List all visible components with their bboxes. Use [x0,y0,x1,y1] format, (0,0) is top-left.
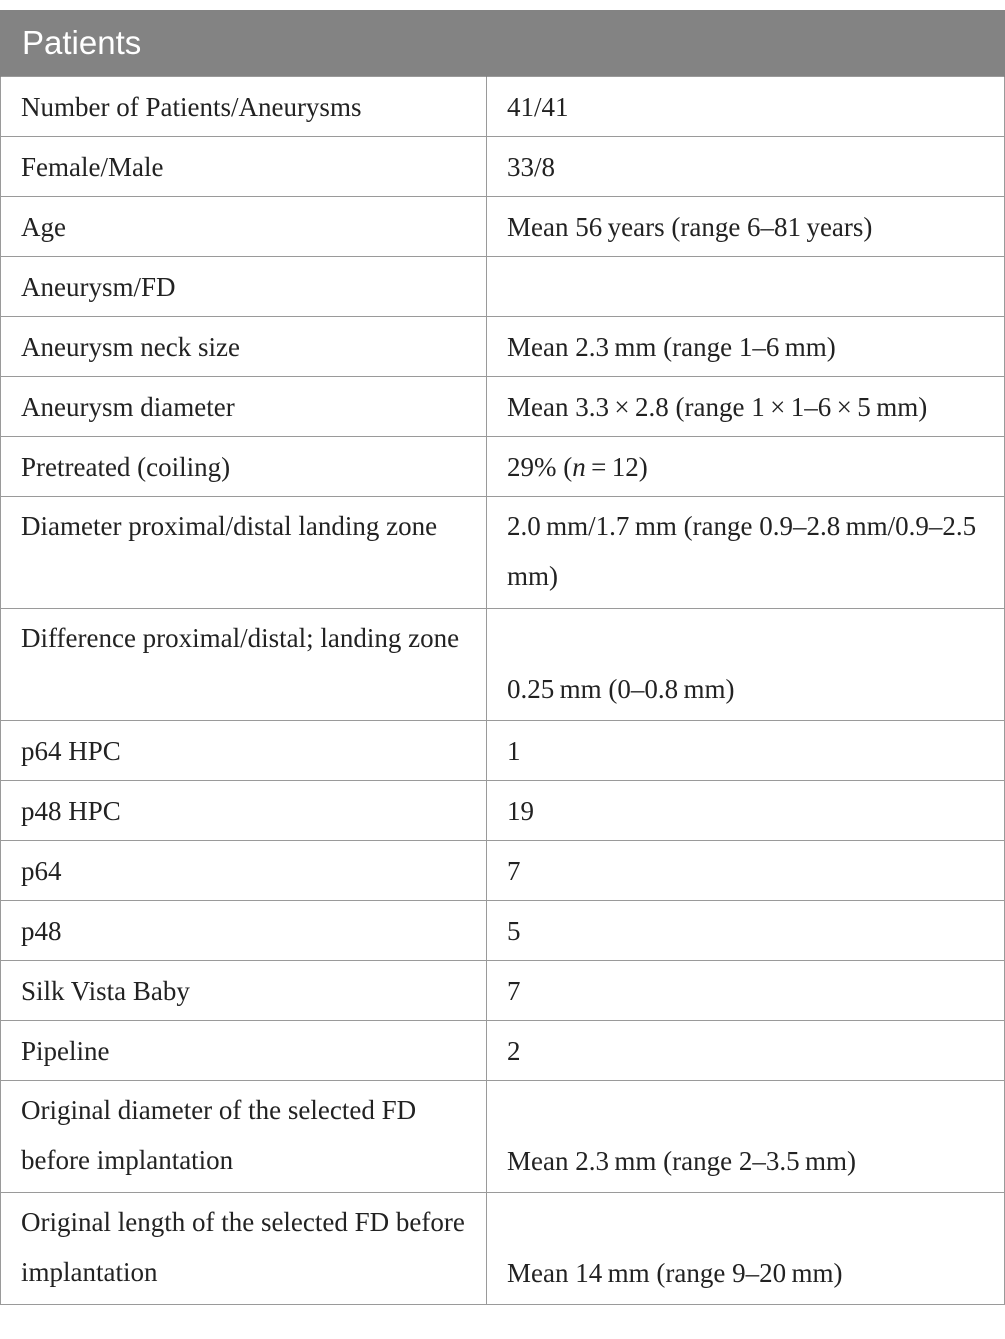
row-label: Silk Vista Baby [1,961,487,1021]
row-label: p48 HPC [1,781,487,841]
row-label: p64 [1,841,487,901]
table-row [1,901,1005,961]
row-label: Diameter proximal/distal landing zone [1,497,487,609]
table-row [1,781,1005,841]
row-label: Pipeline [1,1021,487,1081]
value-suffix: = 12) [585,451,648,482]
value-italic-n: n [572,451,586,482]
row-value: 2 [487,1021,1005,1081]
table-row [1,1193,1005,1305]
row-label: Aneurysm neck size [1,317,487,377]
patient-characteristics-table [0,10,1005,1305]
row-label: p64 HPC [1,721,487,781]
table-row [1,377,1005,437]
table-row [1,961,1005,1021]
table-row [1,721,1005,781]
row-value [487,437,1005,497]
row-label: Female/Male [1,137,487,197]
table-body [1,77,1005,1305]
row-value: 0.25 mm (0–0.8 mm) [487,609,1005,721]
row-value: Mean 2.3 mm (range 2–3.5 mm) [487,1081,1005,1193]
row-label: Pretreated (coiling) [1,437,487,497]
row-label: Number of Patients/Aneurysms [1,77,487,137]
row-value: 41/41 [487,77,1005,137]
row-value [487,257,1005,317]
row-label: p48 [1,901,487,961]
row-label: Difference proximal/distal; landing zone [1,609,487,721]
table-row [1,77,1005,137]
row-value: Mean 3.3 × 2.8 (range 1 × 1–6 × 5 mm) [487,377,1005,437]
row-label: Original diameter of the selected FD before implantation [1,1081,487,1193]
table-row [1,609,1005,721]
table-header [1,10,1005,77]
row-value: 7 [487,961,1005,1021]
table-row [1,317,1005,377]
table-row [1,197,1005,257]
row-value: Mean 2.3 mm (range 1–6 mm) [487,317,1005,377]
table-row [1,1021,1005,1081]
table-row [1,1081,1005,1193]
row-value: 2.0 mm/1.7 mm (range 0.9–2.8 mm/0.9–2.5 mm) [487,497,1005,609]
row-value: 33/8 [487,137,1005,197]
table-row [1,257,1005,317]
row-value: Mean 56 years (range 6–81 years) [487,197,1005,257]
table-row [1,437,1005,497]
row-label: Original length of the selected FD before implantation [1,1193,487,1305]
row-value: 7 [487,841,1005,901]
header-row [1,10,1005,77]
value-prefix: 29% ( [507,451,573,482]
table-row [1,841,1005,901]
table-row [1,137,1005,197]
row-label: Aneurysm diameter [1,377,487,437]
table-row [1,497,1005,609]
row-value: Mean 14 mm (range 9–20 mm) [487,1193,1005,1305]
header-cell-patients: Patients [1,10,487,77]
row-value: 19 [487,781,1005,841]
row-label: Age [1,197,487,257]
row-value: 5 [487,901,1005,961]
row-value: 1 [487,721,1005,781]
header-cell-empty [487,10,1005,77]
row-label: Aneurysm/FD [1,257,487,317]
